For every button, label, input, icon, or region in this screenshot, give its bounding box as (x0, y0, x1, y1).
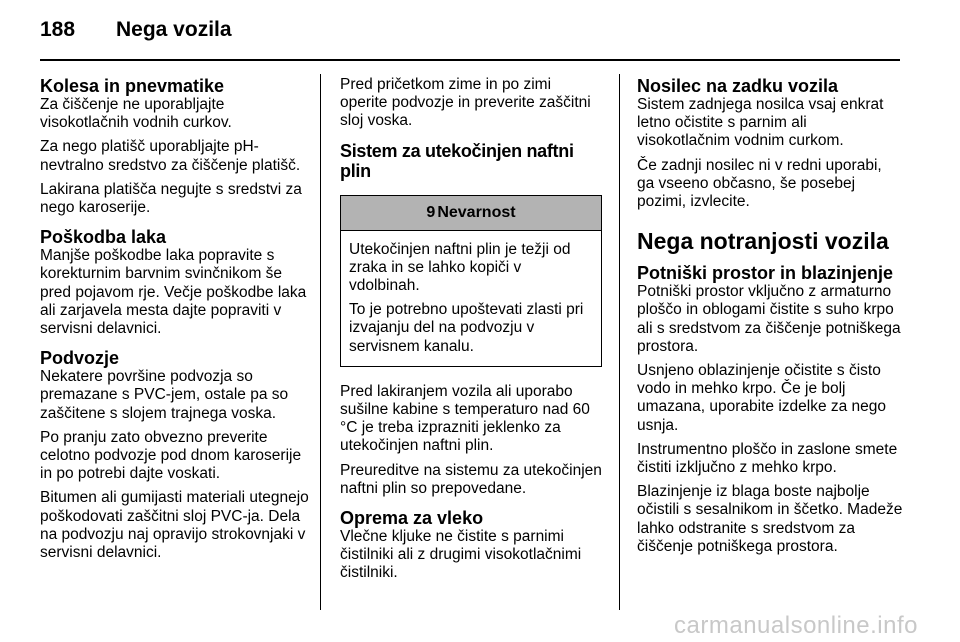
paragraph: Za čiščenje ne uporabljajte visokotlačnih vodnih curkov. (40, 96, 232, 132)
warning-box (340, 195, 602, 367)
warning-title: Nevarnost (437, 203, 516, 221)
heading-nega-notranjosti: Nega notranjosti vozila (637, 228, 889, 255)
paragraph: Bitumen ali gumijasti materiali utegnejo poškodovati zaščitni sloj PVC-ja. Dela na podvozju naj opravijo strokovnjaki v servisni delavnici. (40, 489, 309, 562)
heading-nosilec: Nosilec na zadku vozila (637, 76, 839, 96)
paragraph: Blazinjenje iz blaga boste najbolje očistili s sesalnikom in ščetko. Madeže lahko odstranite s sredstvom za čiščenje potniškega prostora. (637, 483, 903, 555)
watermark: carmanualsonline.info (674, 612, 918, 639)
paragraph: Pred lakiranjem vozila ali uporabo sušilne kabine s temperaturo nad 60 °C je treba izprazniti jeklenko za utekočinjen naftni plin. (340, 382, 590, 455)
paragraph: Nekatere površine podvozja so premazane s PVC-jem, ostale pa so zaščitene s slojem trajnega voska. (40, 368, 289, 422)
column-2 (340, 76, 602, 589)
page-number: 188 (40, 18, 76, 41)
column-divider-2 (619, 74, 620, 610)
paragraph: Sistem zadnjega nosilca vsaj enkrat letno očistite s parnim ali visokotlačnim vodnim curkom. (637, 96, 884, 150)
paragraph: Če zadnji nosilec ni v redni uporabi, ga vseeno občasno, še posebej pozimi, izvlecite. (637, 156, 882, 211)
paragraph: Za nego platišč uporabljajte pH-nevtralno sredstvo za čiščenje platišč. (40, 138, 301, 174)
column-divider-1 (320, 74, 321, 610)
header-divider (40, 59, 900, 61)
paragraph: Preureditve na sistemu za utekočinjen naftni plin so prepovedane. (340, 461, 602, 497)
heading-podvozje: Podvozje (40, 348, 120, 369)
warning-triangle-icon: 9 (426, 203, 436, 221)
paragraph: To je potrebno upoštevati zlasti pri izvajanju del na podvozju v servisnem kanalu. (349, 301, 584, 355)
paragraph: Potniški prostor vključno z armaturno ploščo in oblogami čistite s suho krpo ali s sredstvom za čiščenje potniškega prostora. (637, 283, 901, 355)
heading-potniski-prostor: Potniški prostor in blazinjenje (637, 263, 894, 284)
column-3 (637, 76, 903, 562)
heading-poskodba-laka: Poškodba laka (40, 227, 167, 248)
paragraph: Lakirana platišča negujte s sredstvi za nego karoserije. (40, 180, 302, 217)
column-1 (40, 76, 312, 568)
warning-header (341, 196, 601, 231)
paragraph: Vlečne kljuke ne čistite s parnimi čistilniki ali z drugimi visokotlačnimi čistilniki. (340, 528, 582, 582)
warning-body (341, 231, 601, 366)
paragraph: Pred pričetkom zime in po zimi operite podvozje in preverite zaščitni sloj voska. (340, 76, 591, 130)
paragraph: Usnjeno oblazinjenje očistite s čisto vodo in mehko krpo. Če je bolj umazana, uporabite izdelke za nego usnja. (637, 362, 887, 434)
paragraph: Utekočinjen naftni plin je težji od zraka in se lahko kopiči v vdolbinah. (349, 240, 571, 295)
heading-naftni-plin: Sistem za utekočinjen naftni plin (340, 140, 574, 181)
page-title: Nega vozila (116, 18, 232, 41)
paragraph: Po pranju zato obvezno preverite celotno podvozje pod dnom karoserije in po potrebi dajte voskati. (40, 428, 302, 483)
heading-oprema-za-vleko: Oprema za vleko (340, 508, 484, 529)
paragraph: Instrumentno ploščo in zaslone smete čistiti izključno z mehko krpo. (637, 440, 898, 477)
paragraph: Manjše poškodbe laka popravite s korekturnim barvnim svinčnikom še pred pojavom rje. Večje poškodbe laka ali zarjavela mesta dajte popraviti v servisni delavnici. (40, 247, 307, 338)
heading-kolesa: Kolesa in pnevmatike (40, 76, 225, 96)
